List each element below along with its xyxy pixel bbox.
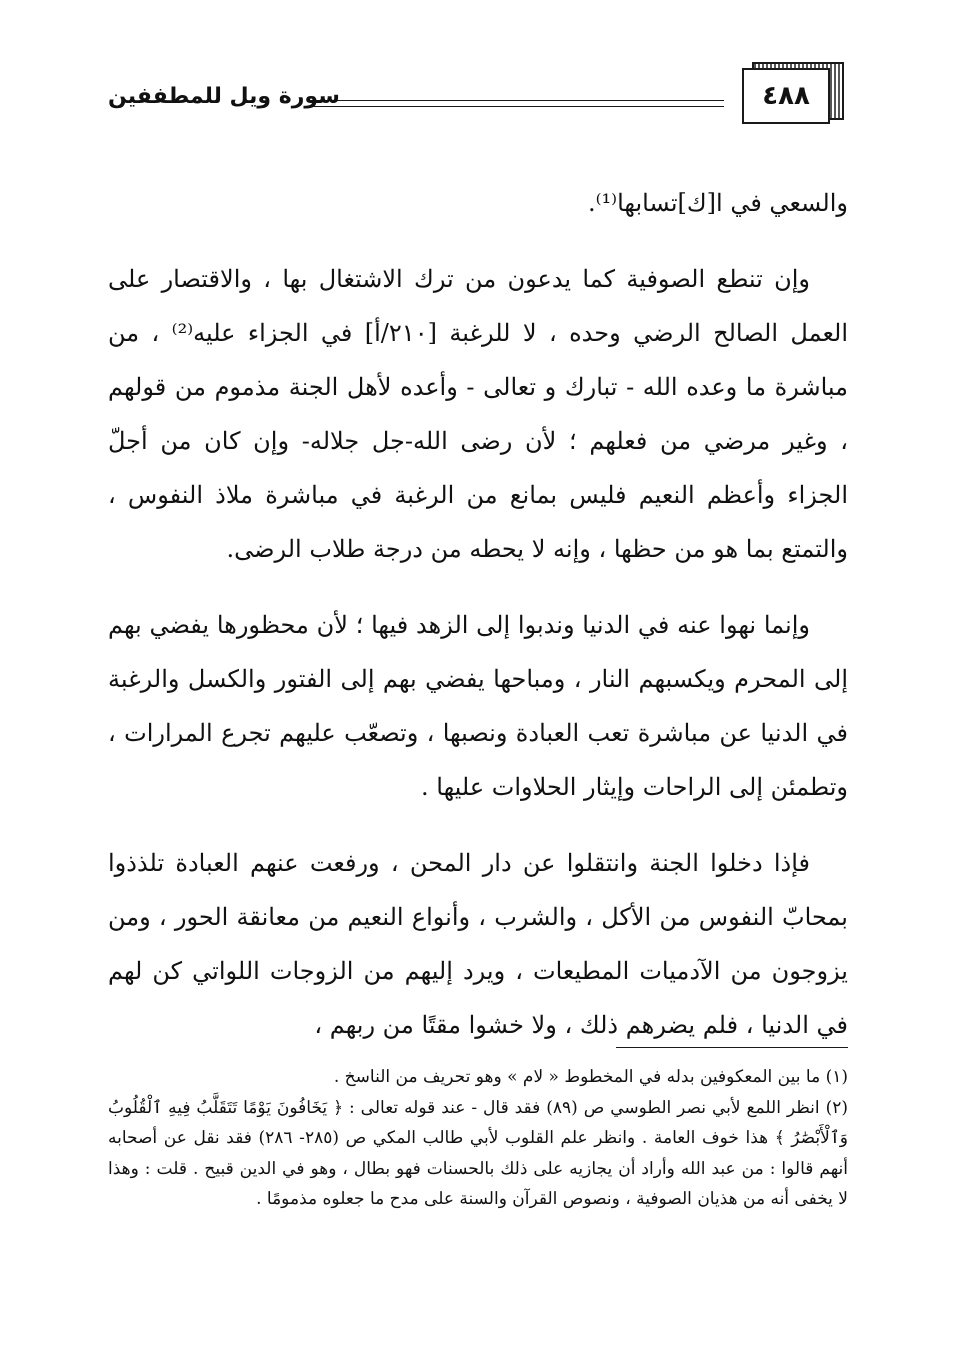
running-title: سورة ويل للمطففين [108,84,340,109]
paragraph: وإن تنطع الصوفية كما يدعون من ترك الاشتغال بها ، والاقتصار على العمل الصالح الرضي وحده ، لا للرغبة [٢١٠/أ] في الجزاء عليه⁽²⁾ ، من مباشرة ما وعده الله - تبارك و تعالى - وأعده لأهل الجنة مذموم من قولهم ، وغير مرضي من فعلهم ؛ لأن رضى الله-جل جلاله- وإن كان من أجلّ الجزاء وأعظم النعيم فليس بمانع من الرغبة في مباشرة ملاذ النفوس ، والتمتع بما هو من حظها ، وإنه لا يحطه من درجة طلاب الرضى. [108,265,849,563]
page-header [108,62,844,132]
main-text [108,176,848,1074]
footnote: (٢) انظر اللمع لأبي نصر الطوسي ص (٨٩) فقد قال - عند قوله تعالى : ﴿ يَخَافُونَ يَوْمًا تَتَقَلَّبُ فِيهِ ٱلْقُلُوبُ وَٱلْأَبْصَٰرُ ﴾ هذا خوف العامة . وانظر علم القلوب لأبي طالب المكي ص (٢٨٥- ٢٨٦) فقد نقل عن أصحابه أنهم قالوا : من عبد الله وأراد أن يجازيه على ذلك بالحسنات فهو بطال ، وهو في الدين قبيح . قلت : وهذا لا يخفى أنه من هذيان الصوفية ، ونصوص القرآن والسنة على مدح ما جعلوه مذمومًا . [108,1097,848,1209]
paragraph: فإذا دخلوا الجنة وانتقلوا عن دار المحن ، ورفعت عنهم العبادة تلذذوا بمحابّ النفوس من الأكل ، والشرب ، وأنواع النعيم من معانقة الحور ، ومن يزوجون من الآدميات المطيعات ، ويرد إليهم من الزوجات اللواتي كن لهم في الدنيا ، فلم يضرهم ذلك ، ولا خشوا مقتًا من ربهم ، [108,849,848,1039]
footnote-divider [616,1047,848,1048]
footnote: (١) ما بين المعكوفين بدله في المخطوط « لام » وهو تحريف من الناسخ . [333,1067,848,1087]
paragraph: وإنما نهوا عنه في الدنيا وندبوا إلى الزهد فيها ؛ لأن محظورها يفضي بهم إلى المحرم ويكسبهم النار ، ومباحها يفضي بهم إلى الفتور والكسل والرغبة في الدنيا عن مباشرة تعب العبادة ونصبها ، وتصعّب عليهم تجرع المرارات ، وتطمئن إلى الراحات وإيثار الحلاوات عليها . [108,611,848,801]
page-number: ٤٨٨ [742,68,830,124]
header-rule [308,100,724,107]
footnotes [108,1062,848,1215]
paragraph: والسعي في ا[ك]تسابها⁽¹⁾. [588,189,848,217]
